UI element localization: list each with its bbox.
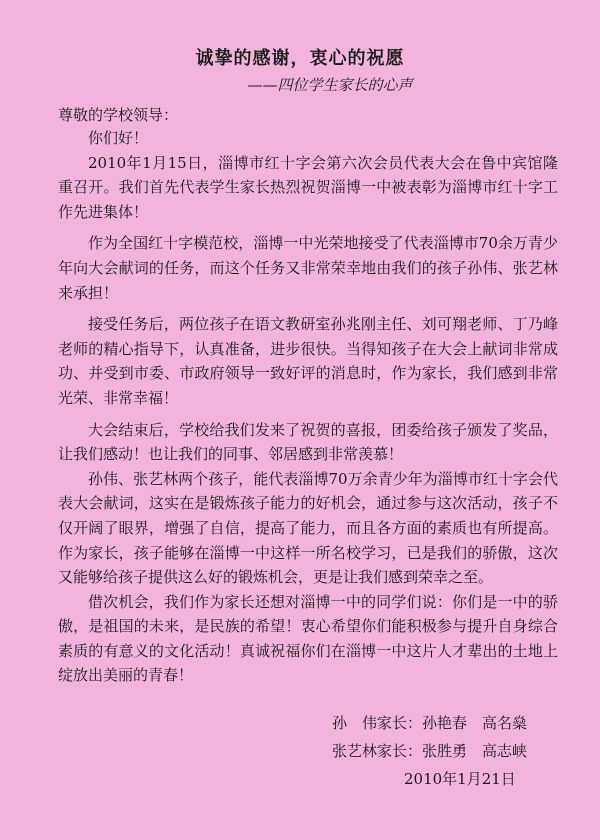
letter-body xyxy=(58,126,558,688)
paragraph: 作为全国红十字模范校，淄博一中光荣地接受了代表淄博市70余万青少年向大会献词的任务，而这个任务又非常荣幸地由我们的孩子孙伟、张艺林来承担！ xyxy=(58,234,558,302)
signature-sun-wei-parents: 孙 伟家长：孙艳春 高名燊 xyxy=(332,714,528,732)
paragraph: 大会结束后，学校给我们发来了祝贺的喜报，团委给孩子颁发了奖品，让我们感动！也让我们的同事、邻居感到非常羡慕！ xyxy=(58,420,558,464)
paragraph: 你们好！ xyxy=(88,129,149,147)
paragraph: 借次机会，我们作为家长还想对淄博一中的同学们说：你们是一中的骄傲，是祖国的未来，是民族的希望！衷心希望你们能积极参与提升自身综合素质的有意义的文化活动！真诚祝福你们在淄博一中这片人才辈出的土地上绽放出美丽的青春！ xyxy=(58,592,558,685)
salutation: 尊敬的学校领导： xyxy=(58,106,179,124)
paragraph: 孙伟、张艺林两个孩子，能代表淄博70万余青少年为淄博市红十字会代表大会献词，这实在是锻炼孩子能力的好机会，通过参与这次活动，孩子不仅开阔了眼界，增强了自信，提高了能力，而且各方面的素质也有所提高。作为家长，孩子能够在淄博一中这样一所名校学习，已是我们的骄傲，这次又能够给孩子提供这么好的锻炼机会，更是让我们感到荣幸之至。 xyxy=(58,469,558,587)
letter-subtitle: ——四位学生家长的心声 xyxy=(247,76,413,94)
paragraph: 2010年1月15日，淄博市红十字会第六次会员代表大会在鲁中宾馆隆重召开。我们首先代表学生家长热烈祝贺淄博一中被表彰为淄博市红十字工作先进集体！ xyxy=(58,153,558,221)
paragraph: 接受任务后，两位孩子在语文教研室孙兆刚主任、刘可翔老师、丁乃峰老师的精心指导下，认真准备，进步很快。当得知孩子在大会上献词非常成功、并受到市委、市政府领导一致好评的消息时，作为家长，我们感到非常光荣、非常幸福！ xyxy=(58,315,558,407)
letter-title: 诚挚的感谢，衷心的祝愿 xyxy=(195,48,405,69)
signature-zhang-yilin-parents: 张艺林家长：张胜勇 高志峡 xyxy=(332,742,528,760)
letter-date: 2010年1月21日 xyxy=(404,770,516,788)
